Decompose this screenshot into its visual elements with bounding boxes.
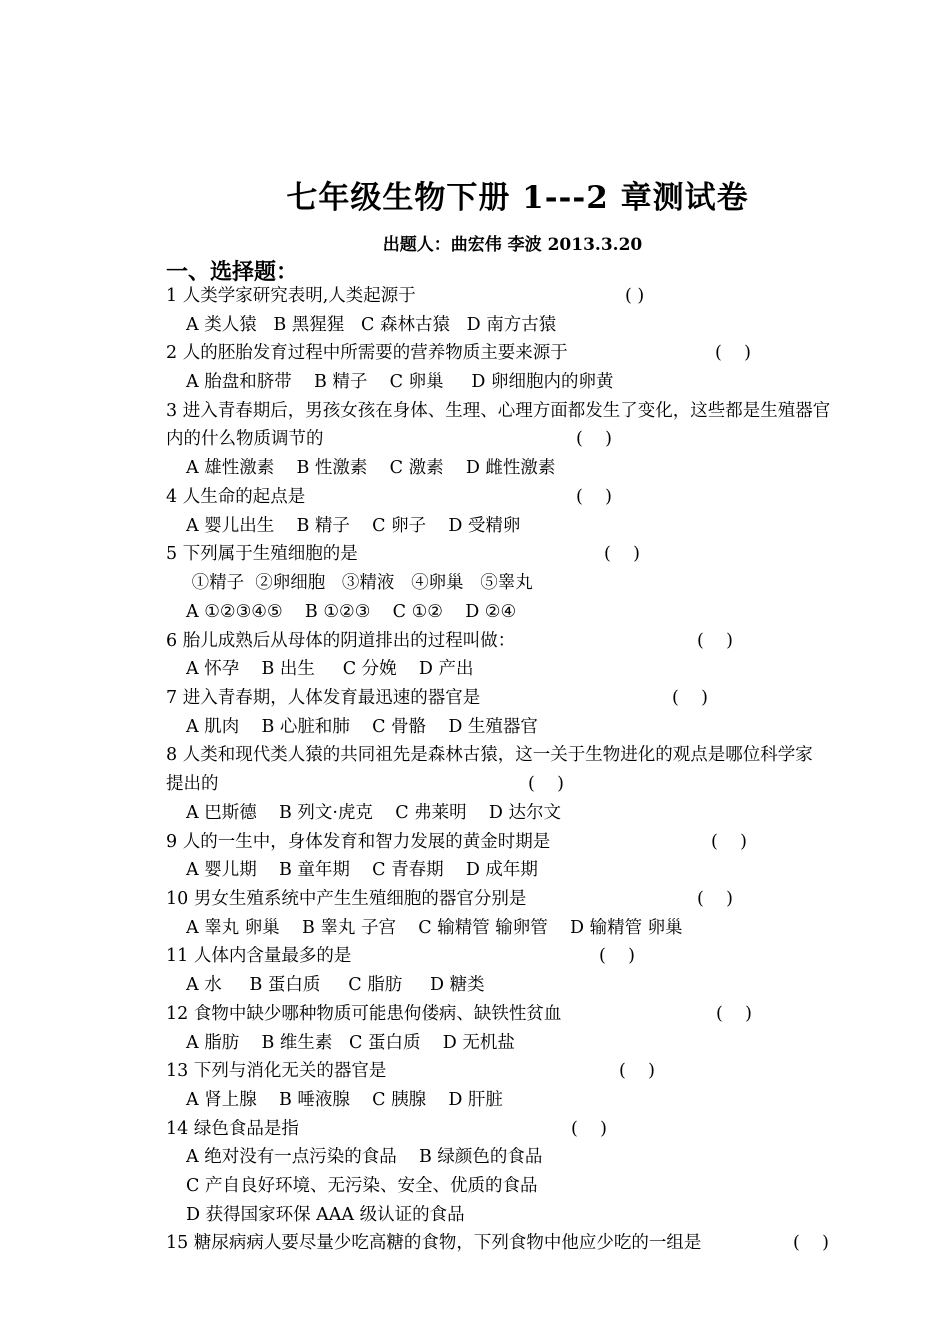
question-options: A 水 B 蛋白质 C 脂肪 D 糖类: [186, 975, 485, 995]
question-options: A 胎盘和脐带 B 精子 C 卵巢 D 卵细胞内的卵黄: [186, 372, 614, 392]
answer-bracket: ( ): [576, 429, 612, 449]
question-options: A 婴儿出生 B 精子 C 卵子 D 受精卵: [186, 516, 521, 536]
question-stem-continued: 内的什么物质调节的: [166, 429, 324, 449]
question-options: A 雄性激素 B 性激素 C 激素 D 雌性激素: [186, 458, 556, 478]
question-options: A 睾丸 卵巢 B 睾丸 子宫 C 输精管 输卵管 D 输精管 卵巢: [186, 918, 683, 938]
answer-bracket: ( ): [528, 774, 564, 794]
question-stem-continued: 提出的: [166, 774, 219, 794]
question-stem: 3 进入青春期后，男孩女孩在身体、生理、心理方面都发生了变化，这些都是生殖器官: [166, 401, 831, 421]
answer-bracket: ( ): [672, 688, 708, 708]
answer-bracket: ( ): [576, 487, 612, 507]
page-title: 七年级生物下册 1---2 章测试卷: [286, 180, 749, 216]
answer-bracket: ( ): [625, 286, 645, 306]
question-options: D 获得国家环保 AAA 级认证的食品: [186, 1205, 465, 1225]
answer-bracket: ( ): [697, 631, 733, 651]
question-options: A 怀孕 B 出生 C 分娩 D 产出: [186, 659, 474, 679]
question-stem: 9 人的一生中，身体发育和智力发展的黄金时期是: [166, 832, 551, 852]
section-heading: 一、选择题：: [166, 259, 299, 285]
question-stem: 6 胎儿成熟后从母体的阴道排出的过程叫做：: [166, 631, 516, 651]
answer-bracket: ( ): [716, 1004, 752, 1024]
question-stem: 15 糖尿病病人要尽量少吃高糖的食物，下列食物中他应少吃的一组是: [166, 1233, 702, 1253]
question-items: ①精子 ②卵细胞 ③精液 ④卵巢 ⑤睾丸: [186, 573, 533, 593]
question-options: A ①②③④⑤ B ①②③ C ①② D ②④: [186, 602, 517, 622]
answer-bracket: ( ): [599, 946, 635, 966]
question-stem: 4 人生命的起点是: [166, 487, 306, 507]
question-stem: 10 男女生殖系统中产生生殖细胞的器官分别是: [166, 889, 527, 909]
answer-bracket: ( ): [571, 1119, 607, 1139]
question-options: A 婴儿期 B 童年期 C 青春期 D 成年期: [186, 860, 538, 880]
question-options: A 脂肪 B 维生素 C 蛋白质 D 无机盐: [186, 1033, 515, 1053]
question-stem: 7 进入青春期，人体发育最迅速的器官是: [166, 688, 481, 708]
answer-bracket: ( ): [711, 832, 747, 852]
answer-bracket: ( ): [619, 1061, 655, 1081]
question-options: C 产自良好环境、无污染、安全、优质的食品: [186, 1176, 538, 1196]
question-stem: 11 人体内含量最多的是: [166, 946, 352, 966]
question-options: A 巴斯德 B 列文·虎克 C 弗莱明 D 达尔文: [186, 803, 561, 823]
question-stem: 2 人的胚胎发育过程中所需要的营养物质主要来源于: [166, 343, 568, 363]
answer-bracket: ( ): [697, 889, 733, 909]
question-options: A 绝对没有一点污染的食品 B 绿颜色的食品: [186, 1147, 543, 1167]
question-stem: 13 下列与消化无关的器官是: [166, 1061, 387, 1081]
question-options: A 肌肉 B 心脏和肺 C 骨骼 D 生殖器官: [186, 717, 538, 737]
question-stem: 5 下列属于生殖细胞的是: [166, 544, 358, 564]
question-options: A 肾上腺 B 唾液腺 C 胰腺 D 肝脏: [186, 1090, 503, 1110]
question-stem: 14 绿色食品是指: [166, 1119, 299, 1139]
question-stem: 8 人类和现代类人猿的共同祖先是森林古猿，这一关于生物进化的观点是哪位科学家: [166, 745, 813, 765]
answer-bracket: ( ): [604, 544, 640, 564]
question-stem: 1 人类学家研究表明,人类起源于: [166, 286, 416, 306]
question-options: A 类人猿 B 黑猩猩 C 森林古猿 D 南方古猿: [186, 315, 557, 335]
question-stem: 12 食物中缺少哪种物质可能患佝偻病、缺铁性贫血: [166, 1004, 562, 1024]
page-subtitle: 出题人：曲宏伟 李波 2013.3.20: [382, 235, 643, 255]
answer-bracket: ( ): [715, 343, 751, 363]
answer-bracket: ( ): [793, 1233, 829, 1253]
